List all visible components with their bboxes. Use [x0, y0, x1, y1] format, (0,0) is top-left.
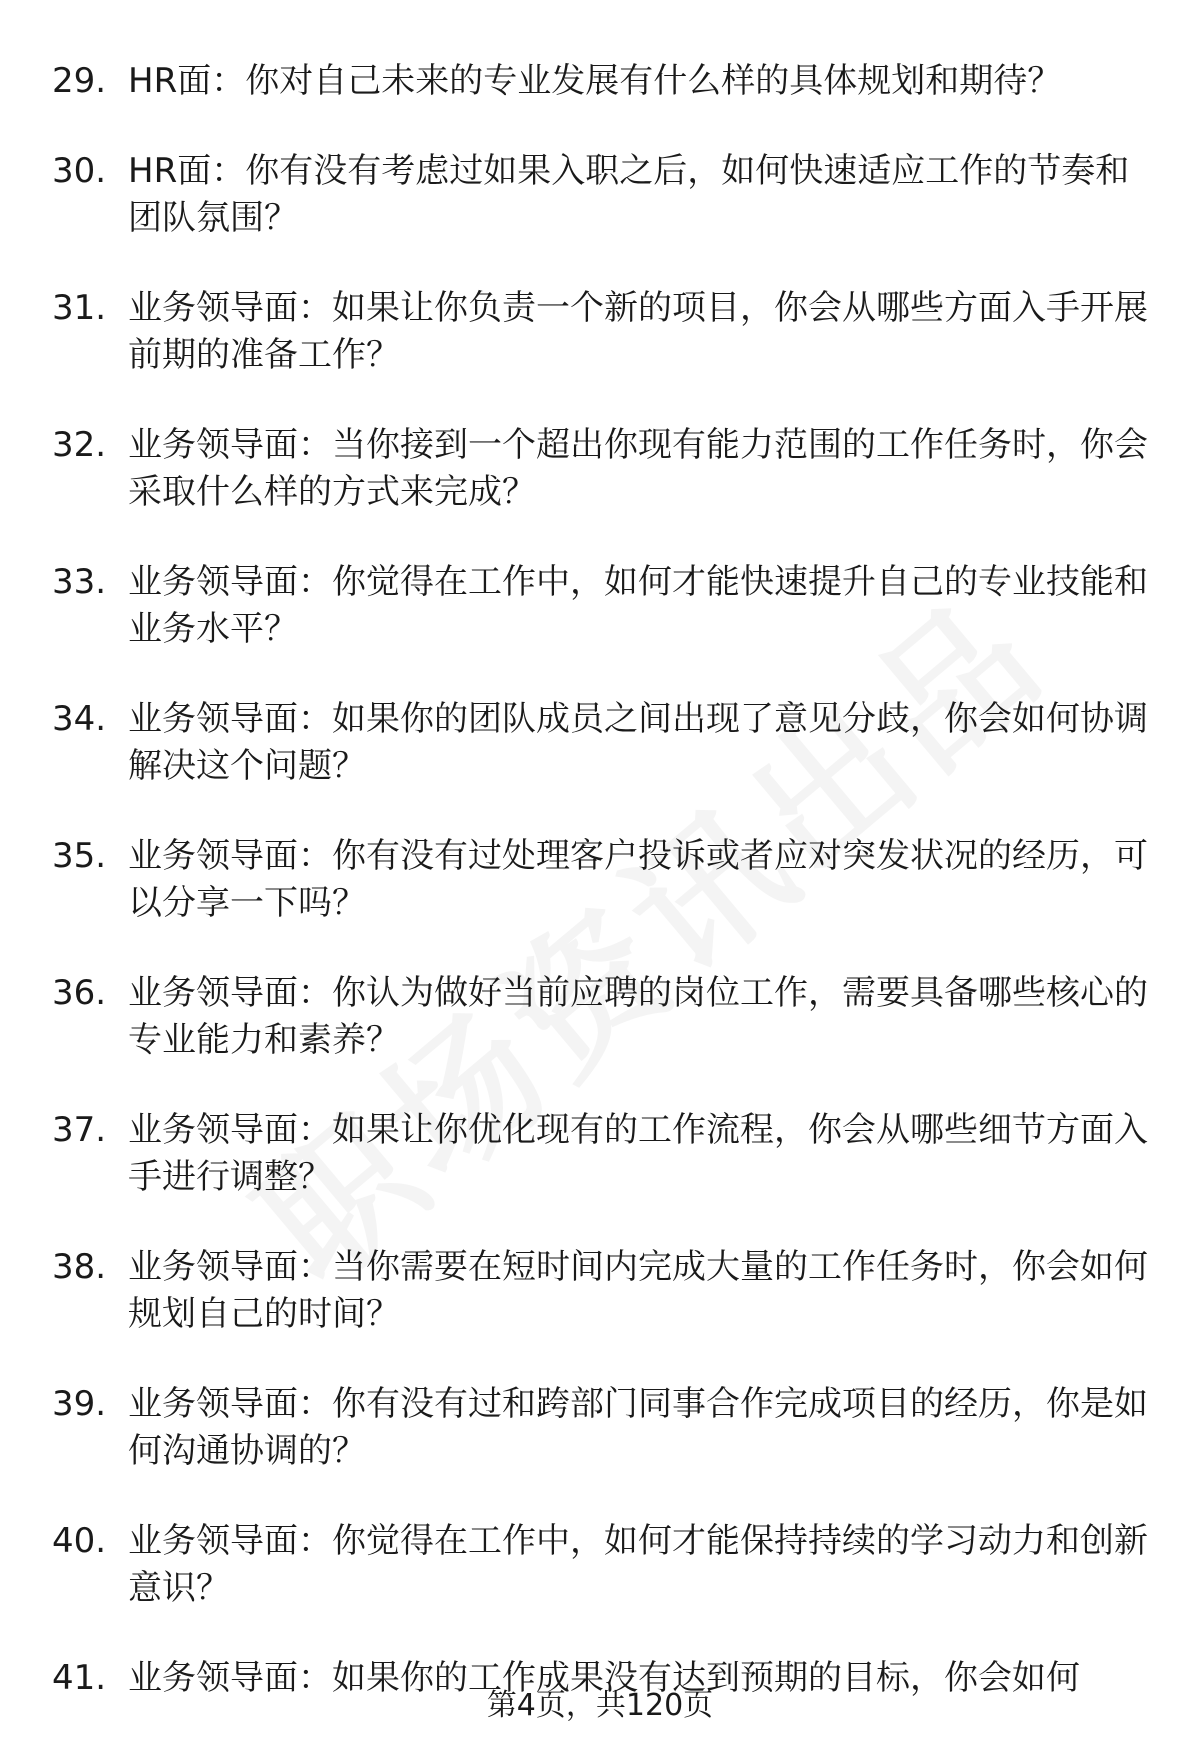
- item-number: 41.: [52, 1658, 107, 1698]
- item-number: 40.: [52, 1521, 107, 1561]
- item-number: 33.: [52, 562, 107, 602]
- item-number: 29.: [52, 61, 107, 101]
- list-item: [52, 148, 1162, 242]
- item-text: 业务领导面：如果你的工作成果没有达到预期的目标，你会如何: [128, 1658, 1080, 1698]
- list-item: [52, 1518, 1162, 1612]
- list-item: [52, 970, 1162, 1064]
- item-text: 业务领导面：如果让你负责一个新的项目，你会从哪些方面入手开展前期的准备工作？: [128, 288, 1148, 375]
- list-item: [52, 696, 1162, 790]
- item-text: 业务领导面：你认为做好当前应聘的岗位工作，需要具备哪些核心的专业能力和素养？: [128, 973, 1148, 1060]
- item-text: HR面：你对自己未来的专业发展有什么样的具体规划和期待？: [128, 61, 1062, 101]
- item-text: HR面：你有没有考虑过如果入职之后，如何快速适应工作的节奏和团队氛围？: [128, 151, 1130, 238]
- item-number: 32.: [52, 425, 107, 465]
- item-number: 30.: [52, 151, 107, 191]
- page-number-footer: 第4页，共120页: [486, 1688, 714, 1723]
- item-text: 业务领导面：如果让你优化现有的工作流程，你会从哪些细节方面入手进行调整？: [128, 1110, 1148, 1197]
- item-number: 39.: [52, 1384, 107, 1424]
- item-number: 34.: [52, 699, 107, 739]
- item-text: 业务领导面：当你接到一个超出你现有能力范围的工作任务时，你会采取什么样的方式来完成？: [128, 425, 1148, 512]
- item-number: 38.: [52, 1247, 107, 1287]
- list-item: [52, 422, 1162, 516]
- item-number: 35.: [52, 836, 107, 876]
- list-item: [52, 58, 1162, 105]
- list-item: [52, 833, 1162, 927]
- list-item: [52, 285, 1162, 379]
- item-number: 37.: [52, 1110, 107, 1150]
- question-list: [52, 58, 1162, 1745]
- list-item: [52, 1107, 1162, 1201]
- item-text: 业务领导面：你有没有过处理客户投诉或者应对突发状况的经历，可以分享一下吗？: [128, 836, 1148, 923]
- item-number: 31.: [52, 288, 107, 328]
- item-text: 业务领导面：你觉得在工作中，如何才能保持持续的学习动力和创新意识？: [128, 1521, 1148, 1608]
- item-text: 业务领导面：如果你的团队成员之间出现了意见分歧，你会如何协调解决这个问题？: [128, 699, 1148, 786]
- list-item: [52, 1381, 1162, 1475]
- item-text: 业务领导面：你觉得在工作中，如何才能快速提升自己的专业技能和业务水平？: [128, 562, 1148, 649]
- item-text: 业务领导面：当你需要在短时间内完成大量的工作任务时，你会如何规划自己的时间？: [128, 1247, 1148, 1334]
- item-number: 36.: [52, 973, 107, 1013]
- list-item: [52, 559, 1162, 653]
- list-item: [52, 1244, 1162, 1338]
- item-text: 业务领导面：你有没有过和跨部门同事合作完成项目的经历，你是如何沟通协调的？: [128, 1384, 1148, 1471]
